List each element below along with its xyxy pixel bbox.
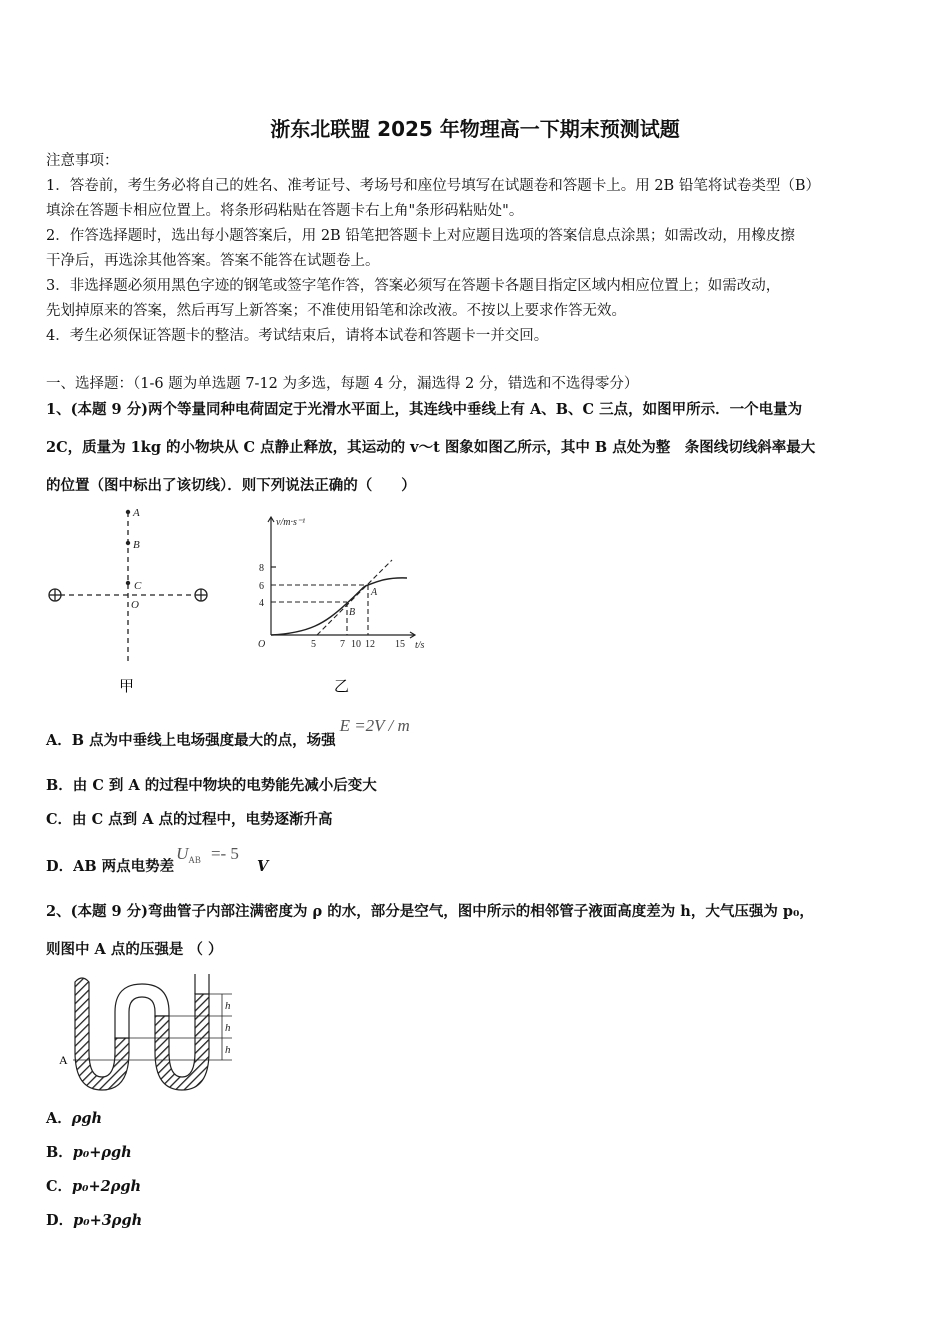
figure-caption-jia: 甲 — [119, 677, 135, 695]
option-b — [46, 1143, 132, 1163]
option-b — [46, 776, 377, 796]
math-value: =- 5 — [210, 844, 239, 863]
question-1-text: 1、(本题 9 分)两个等量同种电荷固定于光滑水平面上，其连线中垂线上有 A、B、C 三点，如图甲所示．一个电量为 — [46, 401, 803, 418]
question-2-text: 2、(本题 9 分)弯曲管子内部注满密度为 ρ 的水，部分是空气，图中所示的相邻管子液面高度差为 h，大气压强为 p₀， — [46, 903, 814, 920]
y-tick: 6 — [259, 581, 264, 592]
math-formula: E =2V / m — [339, 716, 410, 735]
option-a — [46, 716, 410, 751]
option-label: B． — [46, 1144, 73, 1161]
y-tick: 8 — [259, 563, 264, 574]
option-label: D． — [46, 1212, 74, 1229]
notice-line: 干净后，再选涂其他答案。答案不能答在试题卷上。 — [46, 253, 380, 269]
option-c — [46, 810, 333, 830]
math-subscript: AB — [188, 855, 201, 865]
option-text: 由 C 到 A 的过程中物块的电势能先减小后变大 — [72, 777, 377, 794]
x-tick: 10 — [351, 639, 361, 650]
notice-line: 1．答卷前，考生务必将自己的姓名、准考证号、考场号和座位号填写在试题卷和答题卡上。用 2B 铅笔将试卷类型（B） — [46, 178, 820, 194]
y-axis-label: v/m·s⁻¹ — [276, 517, 306, 528]
point-a-label: A — [59, 1053, 68, 1067]
x-tick: 7 — [340, 639, 345, 650]
option-d — [46, 1211, 142, 1231]
origin-label: O — [258, 639, 266, 650]
h-label: h — [225, 1000, 231, 1012]
label-o: O — [131, 599, 139, 611]
figure-vt-graph — [250, 505, 440, 695]
notice-line: 填涂在答题卡相应位置上。将条形码粘贴在答题卡右上角"条形码粘贴处"。 — [46, 203, 524, 219]
math-formula: U — [176, 844, 189, 863]
x-tick: 12 — [365, 639, 375, 650]
figure-charges — [40, 500, 230, 700]
notice-line: 3．非选择题必须用黑色字迹的钢笔或签字笔作答，答案必须写在答题卡各题目指定区域内相应位置上；如需改动， — [46, 278, 781, 294]
page-title: 浙东北联盟 2025 年物理高一下期末预测试题 — [270, 117, 680, 141]
option-label: A． — [46, 732, 72, 749]
option-a — [46, 1109, 102, 1129]
h-label: h — [225, 1022, 231, 1034]
option-text: B 点为中垂线上电场强度最大的点，场强 — [71, 732, 336, 749]
h-label: h — [225, 1044, 231, 1056]
figure-caption-yi: 乙 — [334, 677, 350, 695]
x-tick: 15 — [395, 639, 405, 650]
question-1-text: 的位置（图中标出了该切线）．则下列说法正确的（ ） — [46, 477, 416, 494]
option-d — [46, 844, 269, 878]
x-axis-label: t/s — [415, 640, 425, 651]
option-label: C． — [46, 1178, 73, 1195]
option-text: AB 两点电势差 — [73, 858, 175, 875]
option-label: D． — [46, 858, 74, 875]
option-label: B． — [46, 777, 73, 794]
question-2-text: 则图中 A 点的压强是 （ ） — [46, 941, 223, 958]
label-b: B — [133, 539, 140, 551]
label-a: A — [133, 507, 140, 519]
question-1-text: 2C，质量为 1kg 的小物块从 C 点静止释放，其运动的 v～t 图象如图乙所示，其中 B 点处为整 条图线切线斜率最大 — [46, 439, 816, 456]
x-tick: 5 — [311, 639, 316, 650]
label-c: C — [134, 580, 142, 592]
option-label: C． — [46, 811, 73, 828]
option-text: ρgh — [71, 1110, 103, 1127]
notice-heading: 注意事项： — [46, 153, 119, 169]
point-b-label: B — [349, 607, 356, 618]
figure-bent-tube — [55, 972, 235, 1097]
unit: V — [256, 858, 269, 875]
point-a-label: A — [371, 587, 378, 598]
y-tick: 4 — [259, 598, 264, 609]
option-text: p₀+ρgh — [72, 1144, 132, 1161]
option-label: A． — [46, 1110, 72, 1127]
option-text: p₀+2ρgh — [72, 1178, 142, 1195]
option-text: p₀+3ρgh — [73, 1212, 143, 1229]
notice-line: 2．作答选择题时，选出每小题答案后，用 2B 铅笔把答题卡上对应题目选项的答案信息点涂黑；如需改动，用橡皮擦 — [46, 228, 795, 244]
notice-line: 先划掉原来的答案，然后再写上新答案；不准使用铅笔和涂改液。不按以上要求作答无效。 — [46, 303, 626, 319]
option-text: 由 C 点到 A 点的过程中，电势逐渐升高 — [72, 811, 333, 828]
section-heading: 一、选择题：（1-6 题为单选题 7-12 为多选，每题 4 分，漏选得 2 分，错选和不选得零分） — [46, 376, 639, 392]
option-c — [46, 1177, 141, 1197]
notice-line: 4．考生必须保证答题卡的整洁。考试结束后，请将本试卷和答题卡一并交回。 — [46, 328, 549, 344]
